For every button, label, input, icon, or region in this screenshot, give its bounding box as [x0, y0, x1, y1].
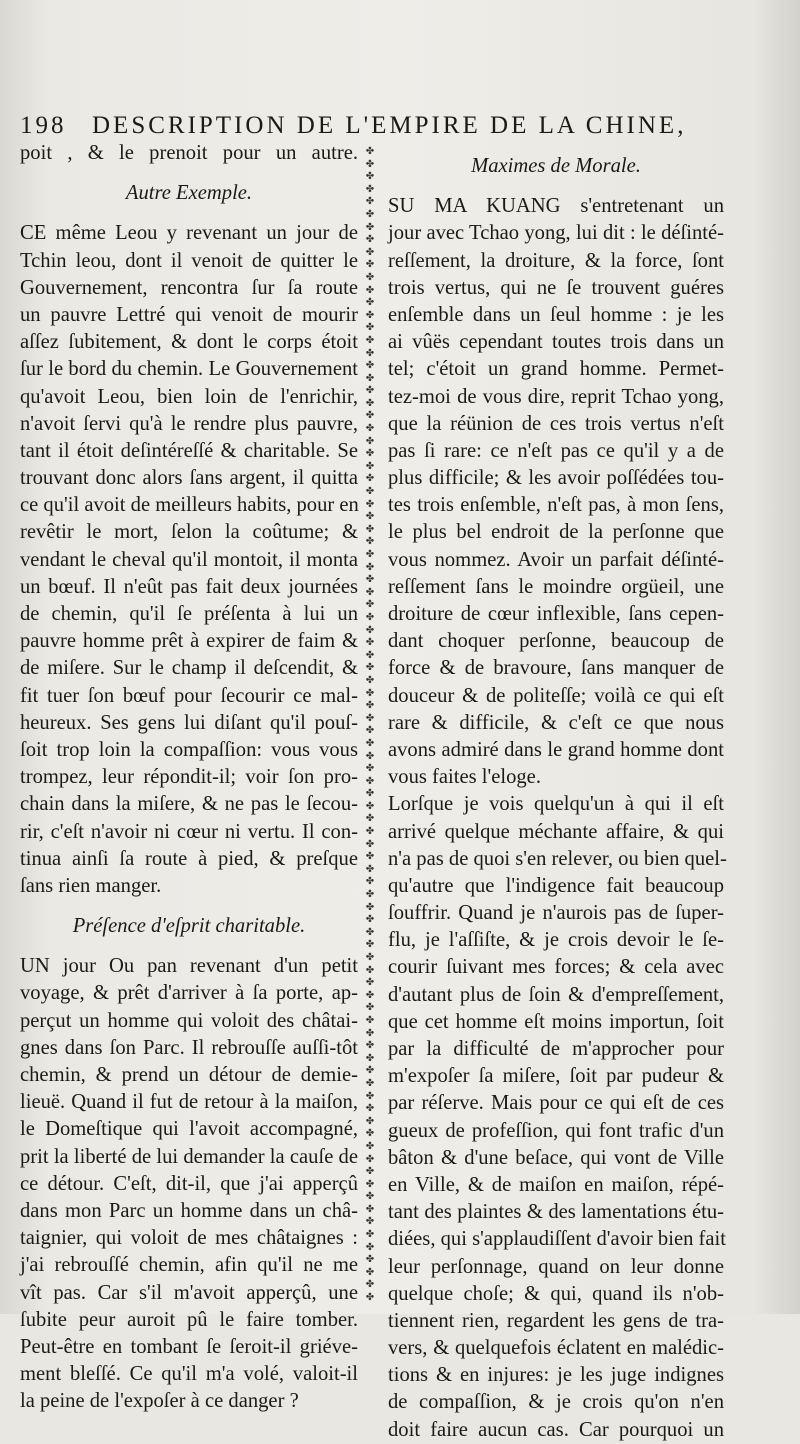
text-line: un pauvre Lettré qui venoit de mourir — [20, 303, 358, 326]
text-line: pas ſi rare: ce n'eſt pas ce qu'il y a de — [388, 439, 724, 462]
text-line: UN jour Ou pan revenant d'un petit — [20, 955, 358, 978]
text-line: perçut un homme qui voloit des châtai- — [20, 1009, 358, 1032]
text-line: plus difficile; & les avoir poſſédées tou- — [388, 467, 724, 490]
text-line: le plus bel endroit de la perſonne que — [388, 521, 724, 544]
text-line: Gouvernement, rencontra ſur ſa route — [20, 276, 358, 299]
text-line: ſouffrir. Quand je n'aurois pas de ſuper- — [388, 902, 724, 925]
text-line: la peine de l'expoſer à ce danger ? — [20, 1390, 299, 1413]
text-line: n'a pas de quoi s'en relever, ou bien quel- — [388, 847, 727, 870]
text-line: tez-moi de vous dire, reprit Tchao yong, — [388, 385, 724, 408]
text-line: vît pas. Car s'il m'avoit apperçû, une — [20, 1281, 358, 1304]
text-line: vers, & quelquefois éclatent en malédic- — [388, 1337, 724, 1360]
text-line: force & de bravoure, ſans manquer de — [388, 657, 724, 680]
text-line: enſemble dans un ſeul homme : je les — [388, 303, 724, 326]
text-line: vendant le cheval qu'il montoit, il monta — [20, 548, 358, 571]
text-line: Peut-être en tombant ſe ſeroit-il griéve- — [20, 1335, 358, 1358]
text-line: qu'avoit Leou, bien loin de l'enrichir, — [20, 385, 358, 408]
text-line: quelque choſe; & qui, quand ils n'ob- — [388, 1282, 724, 1305]
text-line: diées, qui s'applaudiſſent d'avoir bien fait — [388, 1228, 726, 1251]
text-line: rare & difficile, & c'eſt ce que nous — [388, 711, 724, 734]
text-line: qu'autre que l'indigence fait beaucoup — [388, 874, 724, 897]
section-heading: Préſence d'eſprit charitable. — [72, 915, 306, 938]
paragraph-gap — [20, 900, 358, 913]
text-line: tiennent rien, regardent les gens de tra- — [388, 1309, 724, 1332]
text-line: ſoit trop loin la compaſſion: vous vous — [20, 738, 358, 761]
text-line: trompez, leur répondit-il; voir ſon pro- — [20, 766, 358, 789]
running-head: DESCRIPTION DE L'EMPIRE DE LA CHINE, — [92, 112, 687, 139]
text-line: ment bleſſé. Ce qu'il m'a volé, valoit-il — [20, 1363, 358, 1386]
text-line: Tchin leou, dont il venoit de quitter le — [20, 249, 358, 272]
left-column — [20, 140, 358, 1415]
text-line: aſſez ſubitement, & dont le corps étoit — [20, 331, 358, 354]
paragraph-gap — [388, 140, 724, 153]
page-number: 198 — [20, 112, 67, 139]
text-line: douceur & de politeſſe; voilà ce qui eſt — [388, 684, 724, 707]
text-line: ſubite peur auroit pû le faire tomber. — [20, 1308, 358, 1331]
text-line: prit la liberté de lui demander la cauſe de — [20, 1145, 358, 1168]
text-line: tant il étoit deſintéreſſé & charitable. Se — [20, 439, 358, 462]
text-line: avons admiré dans le grand homme dont — [388, 738, 724, 761]
text-line: dans mon Parc un homme dans un châ- — [20, 1199, 358, 1222]
paragraph-gap — [388, 180, 724, 193]
text-line: tant des plaintes & des lamentations étu- — [388, 1201, 724, 1224]
text-line: chain dans la miſere, & ne pas le ſecou- — [20, 793, 358, 816]
text-line: flu, je l'aſſiſte, & je crois devoir le ſe- — [388, 929, 724, 952]
right-column — [388, 140, 727, 1444]
text-line: Lorſque je vois quelqu'un à qui il eſt — [388, 793, 724, 816]
text-line: le Domeſtique qui l'avoit accompagné, — [20, 1118, 358, 1141]
paragraph-gap — [20, 940, 358, 953]
text-line: poit , & le prenoit pour un autre. — [20, 142, 358, 164]
text-line: CE même Leou y revenant un jour de — [20, 222, 358, 245]
text-line: tes trois enſemble, n'eſt pas, à mon ſens, — [388, 494, 724, 517]
text-line: bâton & d'une beſace, qui vont de Ville — [388, 1146, 724, 1169]
text-line: taignier, qui voloit de mes châtaignes : — [20, 1227, 358, 1250]
text-line: fit tuer ſon bœuf pour ſecourir ce mal- — [20, 684, 358, 707]
text-line: ai vûës cependant toutes trois dans un — [388, 331, 724, 354]
text-line: courir ſuivant mes forces; & cela avec — [388, 956, 724, 979]
text-line: dant choquer perſonne, beaucoup de — [388, 630, 724, 653]
text-line: de chemin, qu'il ſe préſenta à lui un — [20, 603, 358, 625]
text-line: n'avoit ſervi qu'à le rendre plus pauvre, — [20, 412, 358, 435]
paragraph-gap — [20, 167, 358, 180]
text-line: tel; c'étoit un grand homme. Permet- — [388, 358, 724, 381]
text-line: lieuë. Quand il fut de retour à la maiſon, — [20, 1091, 358, 1114]
text-line: vous nommez. Avoir un parfait déſinté- — [388, 548, 724, 571]
text-line: tions & en injures: je les juge indignes — [388, 1364, 724, 1387]
text-line: SU MA KUANG s'entretenant un — [388, 195, 724, 218]
text-line: vous faites l'eloge. — [388, 766, 541, 789]
text-line: droiture de cœur inflexible, ſans cepen- — [388, 603, 724, 625]
text-line: arrivé quelque méchante affaire, & qui — [388, 820, 724, 843]
text-line: leur perſonnage, quand on leur donne — [388, 1255, 724, 1278]
section-heading: Autre Exemple. — [125, 182, 253, 205]
text-line: reſſement ſans le moindre orgüeil, une — [388, 575, 724, 598]
section-heading: Maximes de Morale. — [471, 155, 641, 177]
text-line: chemin, & prend un détour de demie- — [20, 1064, 358, 1086]
text-line: par réſerve. Mais pour ce qui eſt de ces — [388, 1092, 724, 1115]
text-line: ſans rien manger. — [20, 874, 162, 897]
text-line: pauvre homme prêt à expirer de faim & — [20, 630, 358, 653]
text-line: doit faire aucun cas. Car pourquoi un — [388, 1418, 724, 1441]
text-line: trois vertus, qui ne ſe trouvent guéres — [388, 276, 724, 299]
text-line: trouvant donc alors ſans argent, il quitta — [20, 467, 358, 490]
text-line: que la réünion de ces trois vertus n'eſt — [388, 412, 724, 435]
text-line: m'expoſer ſa miſere, ſoit par pudeur & — [388, 1065, 724, 1088]
text-line: en Ville, & de maiſon en maiſon, répé- — [388, 1173, 724, 1196]
text-line: de compaſſion, & je crois qu'on n'en — [388, 1391, 724, 1414]
text-line: jour avec Tchao yong, lui dit : le déſinté- — [388, 222, 724, 245]
text-line: reſſement, la droiture, & la force, ſont — [388, 249, 724, 272]
text-line: d'autant plus de ſoin & d'empreſſement, — [388, 983, 724, 1006]
text-line: ce qu'il avoit de meilleurs habits, pour en — [20, 494, 359, 517]
text-line: un bœuf. Il n'eût pas fait deux journées — [20, 575, 358, 598]
text-line: que cet homme eſt moins importun, ſoit — [388, 1010, 724, 1033]
text-line: j'ai rebrouſſé chemin, afin qu'il ne me — [20, 1254, 358, 1277]
text-line: revêtir le mort, ſelon la coûtume; & — [20, 521, 358, 544]
text-line: gueux de profeſſion, qui font trafic d'un — [388, 1119, 724, 1142]
text-line: heureux. Ses gens lui diſant qu'il pouſ- — [20, 711, 358, 734]
text-line: voyage, & prêt d'arriver à ſa porte, ap- — [20, 982, 358, 1005]
paragraph-gap — [20, 207, 358, 220]
text-line: par la difficulté de m'approcher pour — [388, 1038, 724, 1060]
text-line: de miſere. Sur le champ il deſcendit, & — [20, 657, 358, 680]
text-line: rir, c'eſt n'avoir ni cœur ni vertu. Il con- — [20, 820, 358, 843]
text-line: tinua ainſi ſa route à pied, & preſque — [20, 847, 358, 870]
column-divider-ornament: ✤ ✤ ✤ ✤ ✤ ✤ ✤ ✤ ✤ ✤ ✤ ✤ ✤ ✤ ✤ ✤ ✤ ✤ ✤ ✤ ✤ ✤ ✤ ✤ ✤ ✤ ✤ ✤ ✤ ✤ ✤ ✤ ✤ ✤ ✤ ✤ ✤ ✤ ✤ ✤ ✤ ✤ ✤ ✤ ✤ ✤ ✤ ✤ ✤ ✤ ✤ ✤ ✤ ✤ ✤ ✤ ✤ ✤ ✤ ✤ ✤ ✤ ✤ ✤ ✤ ✤ ✤ ✤ ✤ ✤ ✤ ✤ ✤ ✤ ✤ ✤ ✤ ✤ ✤ ✤ ✤ ✤ ✤ ✤ ✤ ✤ ✤ ✤ ✤ ✤ ✤ ✤ — [365, 146, 375, 1304]
text-line: ce détour. C'eſt, dit-il, que j'ai apperçû — [20, 1172, 358, 1195]
text-line: ſur le bord du chemin. Le Gouvernement — [20, 358, 358, 381]
text-line: gnes dans ſon Parc. Il rebrouſſe auſſi-tôt — [20, 1036, 358, 1059]
